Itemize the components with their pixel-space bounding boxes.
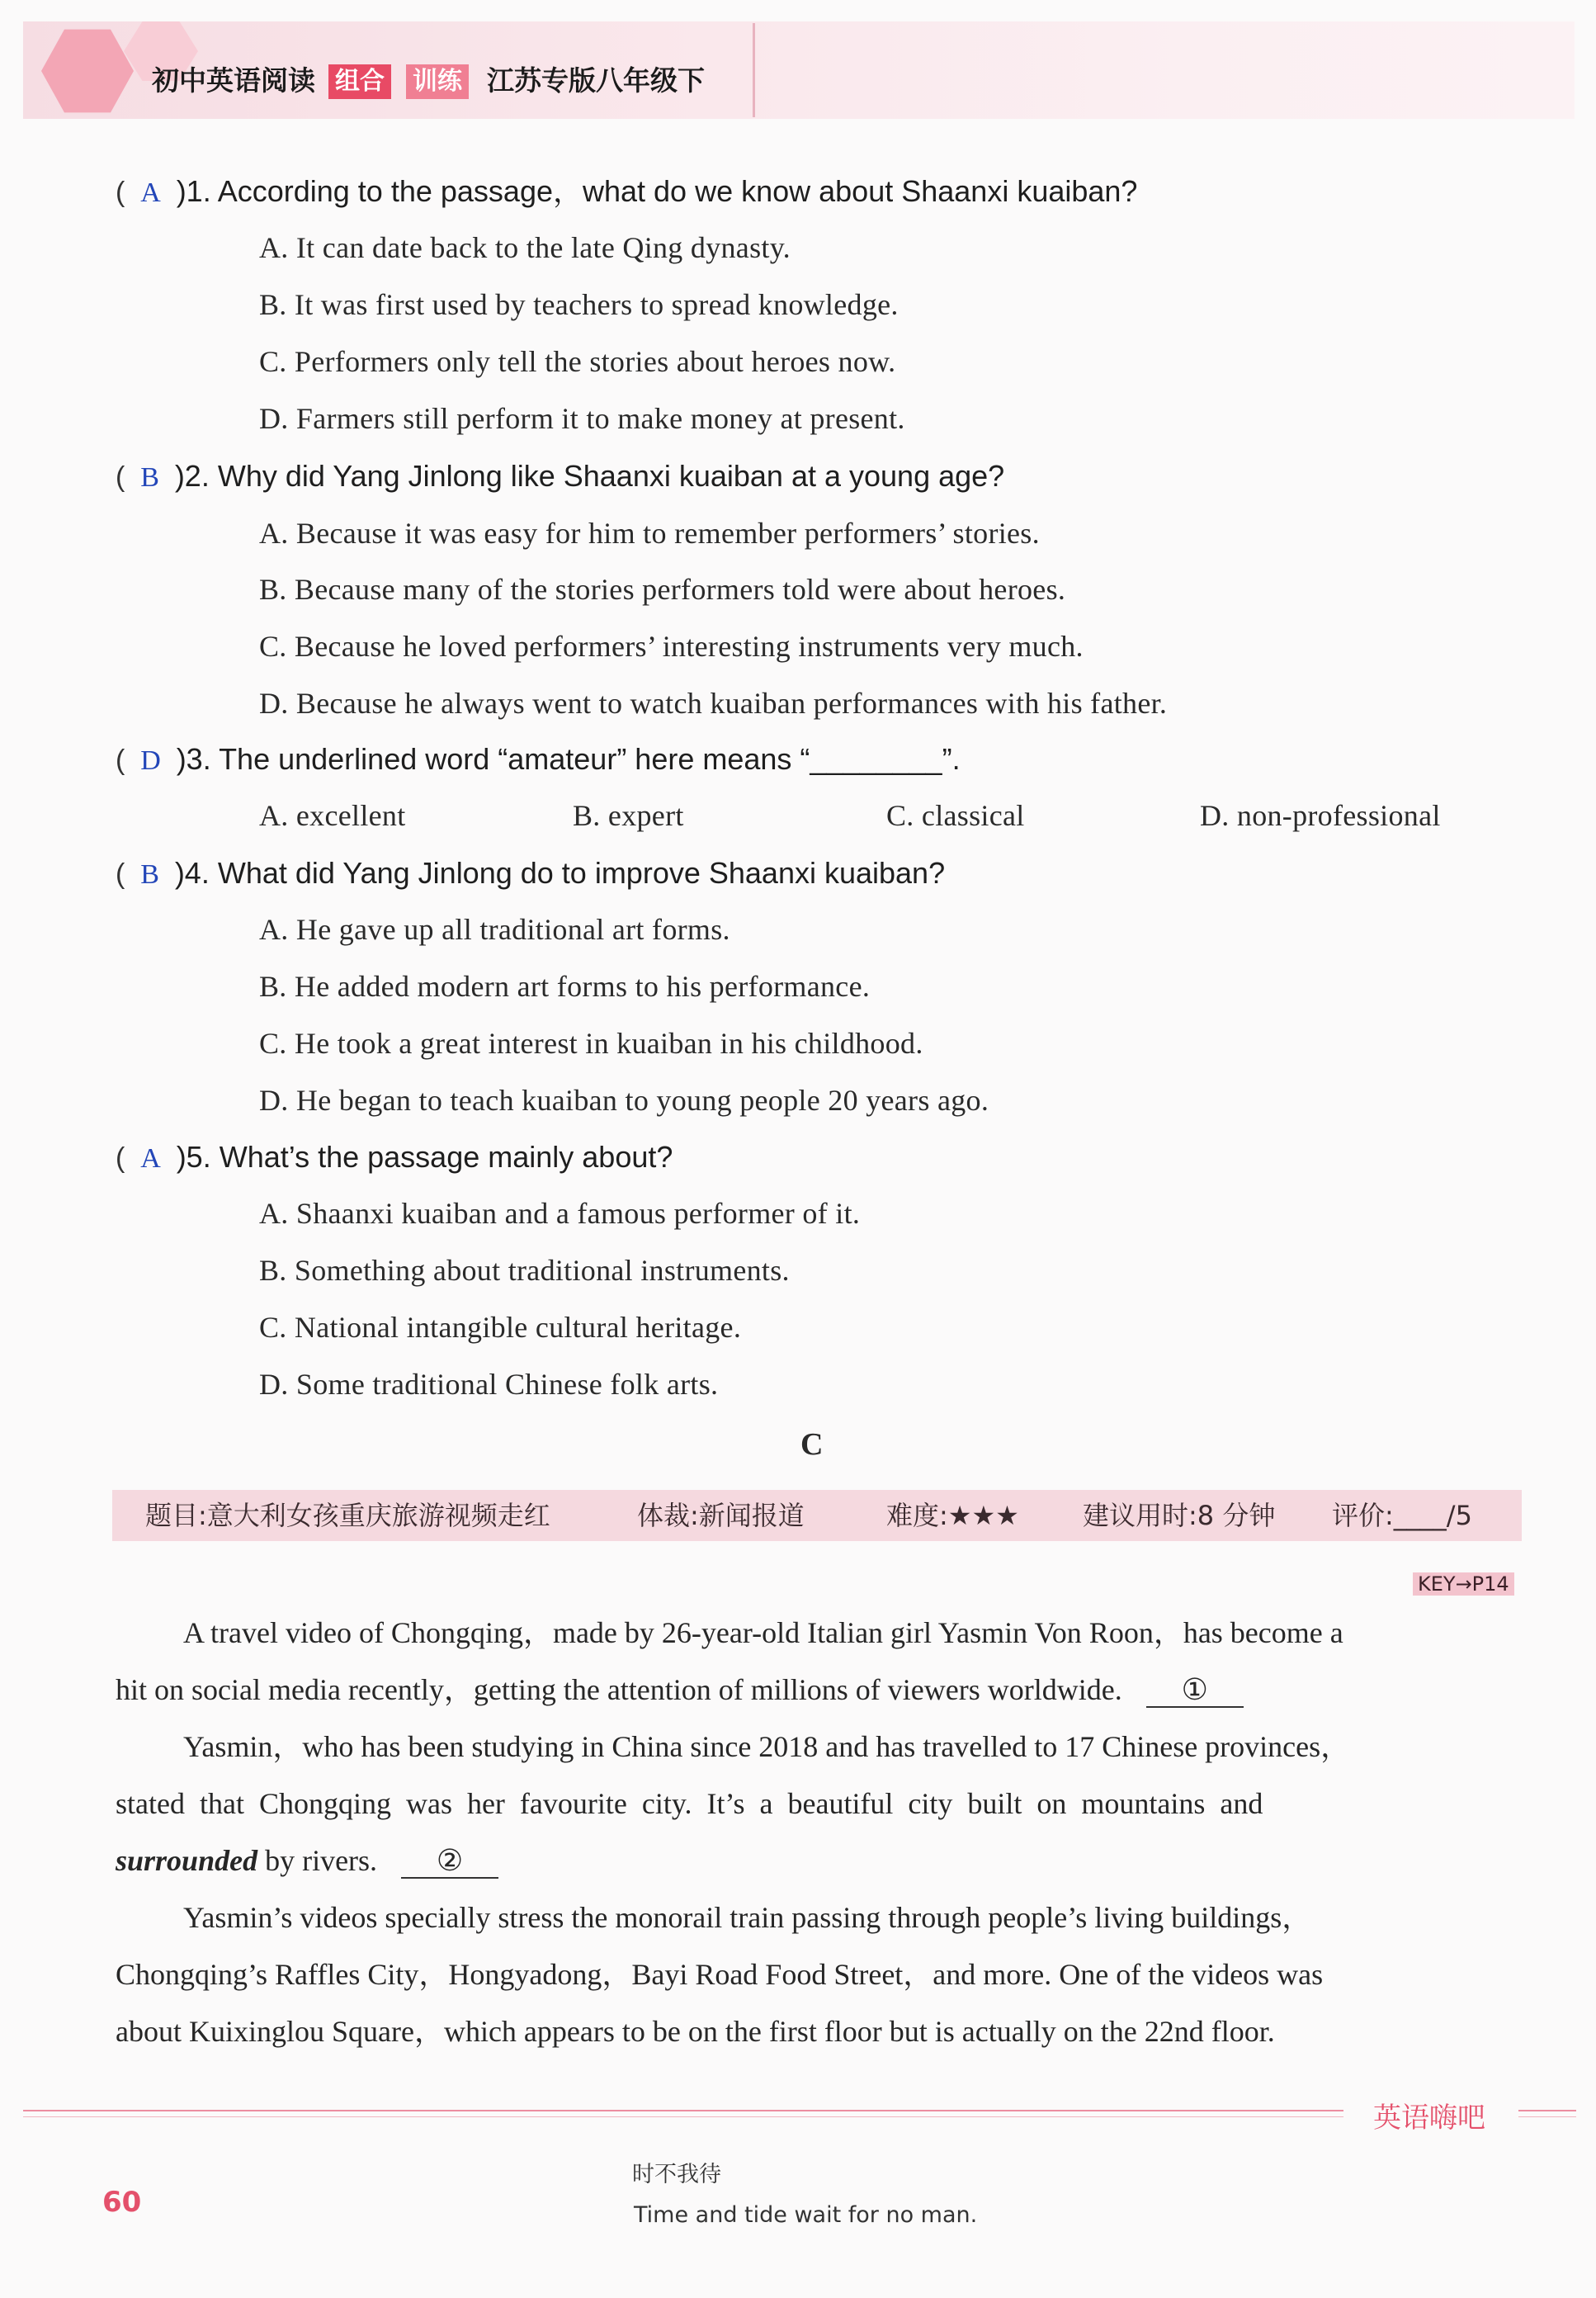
option: D. He began to teach kuaiban to young people 20 years ago.	[259, 1084, 989, 1117]
paren-open: (	[116, 858, 141, 890]
option: A. excellent	[259, 799, 406, 832]
difficulty-label: 难度:★★★	[886, 1500, 1019, 1531]
tag-combination: 组合	[328, 64, 391, 99]
paragraph-line: A travel video of Chongqing，made by 26-year-old Italian girl Yasmin Von Roon，has become a	[183, 1616, 1343, 1649]
rating-label: 评价:____/5	[1332, 1500, 1472, 1531]
option: C. classical	[886, 799, 1025, 832]
question-number: )2.	[174, 459, 210, 493]
answer-4: B	[140, 859, 159, 890]
tag-training: 训练	[406, 64, 469, 99]
question-stem: What did Yang Jinlong do to improve Shaanxi kuaiban?	[217, 856, 946, 890]
paragraph-line: Yasmin，who has been studying in China since 2018 and has travelled to 17 Chinese provinces，	[183, 1730, 1351, 1763]
answer-1: A	[140, 177, 161, 208]
question-number: )5.	[176, 1140, 211, 1174]
genre-label: 体裁:新闻报道	[637, 1500, 805, 1531]
option: B. He added modern art forms to his performance.	[259, 970, 871, 1003]
option: C. He took a great interest in kuaiban in his childhood.	[259, 1027, 923, 1060]
footer-divider	[23, 2116, 1343, 2117]
question-3	[116, 741, 961, 779]
blank-1: ①	[1146, 1673, 1244, 1708]
paragraph-text: hit on social media recently，getting the attention of millions of viewers worldwide.	[116, 1673, 1122, 1706]
option: D. Some traditional Chinese folk arts.	[259, 1368, 719, 1401]
footer-divider	[23, 2110, 1343, 2111]
question-5	[116, 1139, 673, 1177]
header-divider	[753, 23, 755, 117]
paren-open: (	[116, 177, 141, 208]
time-label: 建议用时:8 分钟	[1083, 1500, 1276, 1531]
footer-divider	[1518, 2110, 1576, 2111]
paren-open: (	[116, 461, 141, 493]
question-stem: Why did Yang Jinlong like Shaanxi kuaiban at a young age?	[217, 459, 1005, 493]
motto-chinese: 时不我待	[632, 2162, 721, 2187]
option: B. It was first used by teachers to spread knowledge.	[259, 288, 899, 321]
paragraph-line	[116, 1842, 498, 1879]
page-number: 60	[102, 2186, 142, 2219]
key-reference: KEY→P14	[1413, 1572, 1514, 1596]
question-number: )1.	[176, 174, 211, 208]
section-letter: C	[800, 1427, 824, 1462]
footer-divider	[1518, 2116, 1576, 2117]
answer-3: D	[140, 745, 161, 776]
option: D. Because he always went to watch kuaiban performances with his father.	[259, 687, 1168, 720]
paragraph-line	[116, 1671, 1244, 1708]
paragraph-line: Chongqing’s Raffles City，Hongyadong，Bayi Road Food Street，and more. One of the videos was	[116, 1958, 1324, 1991]
paren-open: (	[116, 745, 141, 776]
option: A. Shaanxi kuaiban and a famous performer of it.	[259, 1197, 861, 1230]
paren-close	[161, 177, 177, 208]
paren-close	[159, 461, 175, 493]
option: C. Because he loved performers’ interesting instruments very much.	[259, 630, 1084, 663]
option: C. Performers only tell the stories about heroes now.	[259, 345, 896, 378]
paragraph-line: Yasmin’s videos specially stress the monorail train passing through people’s living buildings，	[183, 1901, 1312, 1934]
question-stem: The underlined word “amateur” here means “________”.	[219, 742, 961, 776]
paragraph-line: about Kuixinglou Square，which appears to be on the first floor but is actually on the 22nd floor.	[116, 2015, 1275, 2048]
book-title: 初中英语阅读	[152, 64, 315, 97]
option: A. He gave up all traditional art forms.	[259, 913, 730, 946]
question-stem: What’s the passage mainly about?	[219, 1140, 673, 1174]
paren-open: (	[116, 1142, 141, 1174]
emphasized-word: surrounded	[116, 1844, 258, 1877]
question-number: )4.	[174, 856, 210, 890]
paragraph-line: stated that Chongqing was her favourite city. It’s a beautiful city built on mountains and	[116, 1787, 1263, 1820]
option: D. Farmers still perform it to make money at present.	[259, 402, 905, 435]
option: C. National intangible cultural heritage.	[259, 1311, 742, 1344]
option: B. expert	[573, 799, 684, 832]
paragraph-text: by rivers.	[257, 1844, 378, 1877]
option: B. Because many of the stories performers told were about heroes.	[259, 573, 1066, 606]
question-stem: According to the passage，what do we know about Shaanxi kuaiban?	[217, 174, 1138, 208]
motto-english: Time and tide wait for no man.	[634, 2202, 978, 2228]
blank-2: ②	[401, 1844, 498, 1879]
footer-brand: 英语嗨吧	[1373, 2102, 1485, 2135]
paren-close	[161, 1142, 177, 1174]
option: A. It can date back to the late Qing dynasty.	[259, 231, 791, 264]
answer-5: A	[140, 1143, 161, 1174]
paren-close	[159, 858, 175, 890]
answer-2: B	[140, 462, 159, 493]
question-number: )3.	[176, 742, 211, 776]
option: B. Something about traditional instruments.	[259, 1254, 790, 1287]
topic-label: 题目:意大利女孩重庆旅游视频走红	[145, 1500, 550, 1531]
question-1	[116, 173, 1137, 211]
question-2	[116, 458, 1004, 496]
question-4	[116, 855, 945, 893]
option: A. Because it was easy for him to remember performers’ stories.	[259, 517, 1040, 550]
edition-label: 江苏专版八年级下	[487, 64, 705, 97]
paren-close	[161, 745, 177, 776]
option: D. non-professional	[1200, 799, 1441, 832]
